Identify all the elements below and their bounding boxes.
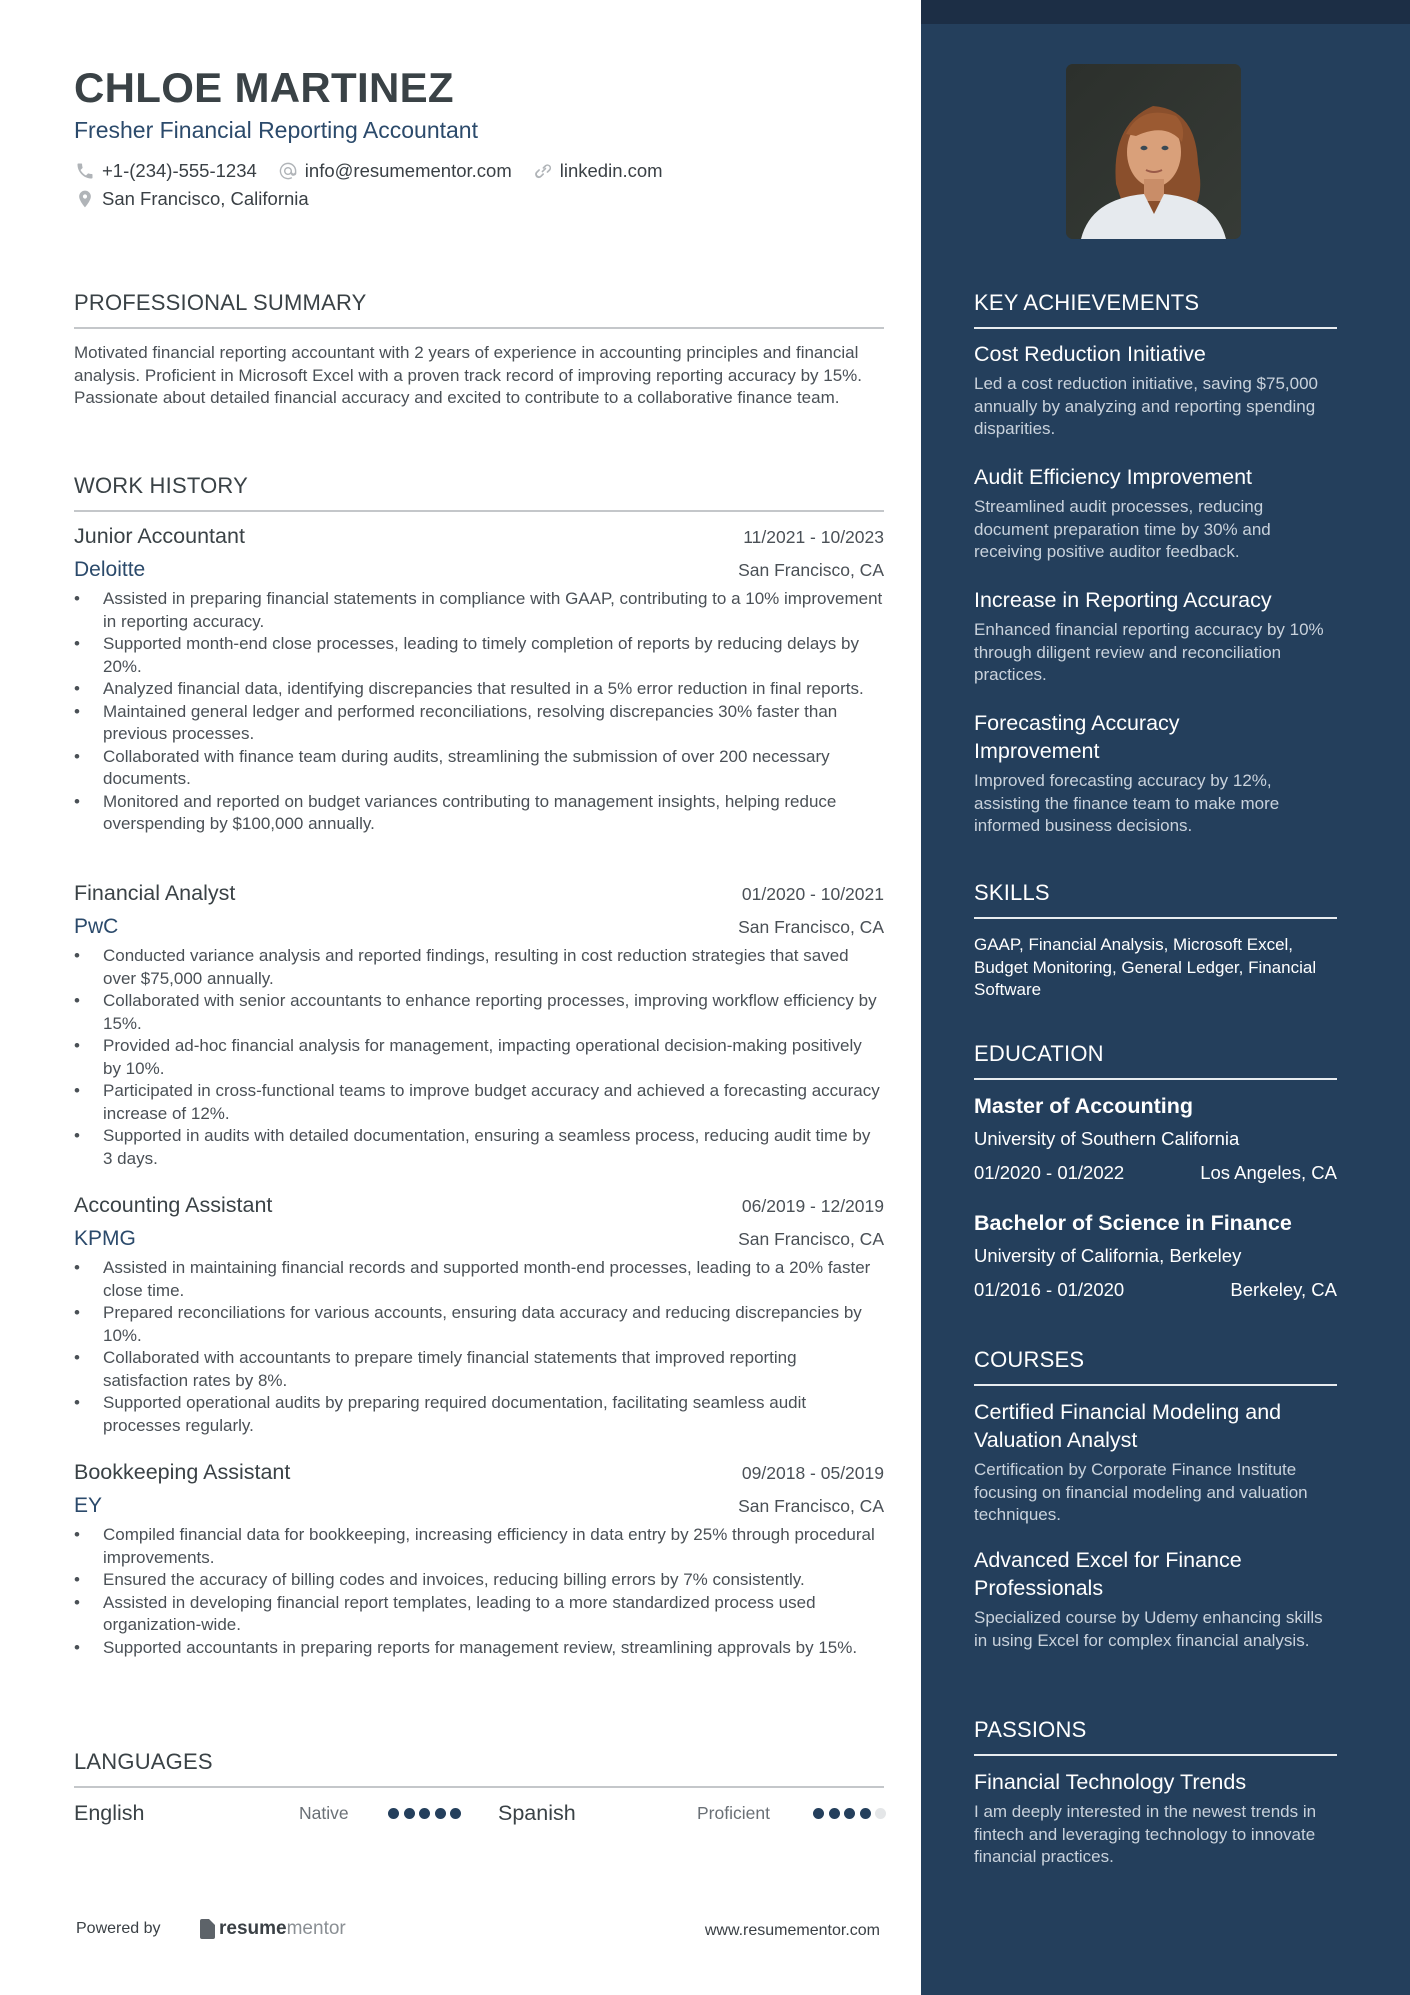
job-bullet: • Collaborated with finance team during audits, streamlining the submission of over 200 necessary documents. [74,746,884,791]
achievement-item [974,340,1337,441]
job-role: Accounting Assistant [74,1193,273,1217]
job-role: Junior Accountant [74,524,245,548]
achievement-title: Audit Efficiency Improvement [974,465,1253,489]
job-bullet: • Participated in cross-functional teams to improve budget accuracy and achieved a forecasting accuracy increase of 12%. [74,1080,884,1125]
job-entry [74,881,884,1170]
logo-text-bold: resume [219,1918,287,1939]
education-dates: 01/2016 - 01/2020 [974,1279,1125,1300]
rating-dot-filled [388,1808,399,1819]
job-bullets [74,1524,884,1659]
candidate-name: CHLOE MARTINEZ [74,64,454,111]
job-location: San Francisco, CA [738,917,884,937]
courses-heading-text: COURSES [974,1347,1085,1372]
sidebar [921,0,1410,1995]
education-school: University of Southern California [974,1128,1240,1149]
passions-heading [974,1717,1337,1743]
job-bullet: • Provided ad-hoc financial analysis for management, impacting operational decision-making positively by 10%. [74,1035,884,1080]
rating-dot-filled [860,1808,871,1819]
job-location: San Francisco, CA [738,560,884,580]
summary-heading-text: PROFESSIONAL SUMMARY [74,290,367,315]
contact-phone[interactable] [74,160,257,182]
rating-dot-filled [419,1808,430,1819]
job-bullet: • Assisted in developing financial report templates, leading to a more standardized process used organization-wide. [74,1592,884,1637]
email-text: info@resumementor.com [304,160,512,181]
job-role: Financial Analyst [74,881,236,905]
courses-heading [974,1347,1337,1373]
portrait-icon [1066,64,1241,239]
section-divider [74,327,884,329]
language-level: Proficient [697,1803,770,1823]
passion-item [974,1768,1337,1869]
course-item [974,1546,1323,1652]
job-dates: 06/2019 - 12/2019 [741,1196,884,1216]
job-entry [74,524,884,836]
job-bullet: • Maintained general ledger and performed reconciliations, resolving discrepancies 30% faster than previous processes. [74,701,884,746]
job-entry [74,1460,884,1659]
course-desc: Specialized course by Udemy enhancing skills in using Excel for complex financial analysis. [974,1608,1323,1650]
language-name: Spanish [498,1800,576,1825]
course-title: Advanced Excel for Finance Professionals [974,1548,1242,1600]
passion-desc: I am deeply interested in the newest trends in fintech and leveraging technology to innovate financial practices. [974,1802,1317,1866]
education-item [974,1211,1337,1301]
course-item [974,1398,1324,1527]
resumementor-logo[interactable] [200,1918,346,1940]
job-company: PwC [74,915,119,938]
section-divider [974,1078,1337,1080]
job-dates: 01/2020 - 10/2021 [741,884,884,904]
powered-by-label: Powered by [76,1920,161,1937]
job-bullet: • Supported in audits with detailed documentation, ensuring a seamless process, reducing audit time by 3 days. [74,1125,884,1170]
rating-dot-filled [404,1808,415,1819]
job-location: San Francisco, CA [738,1496,884,1516]
job-entry [74,1193,884,1437]
skills-heading-text: SKILLS [974,880,1050,905]
rating-dot-filled [435,1808,446,1819]
achievement-title: Increase in Reporting Accuracy [974,588,1272,612]
location-text: San Francisco, California [102,188,309,209]
job-bullets [74,1257,884,1437]
language-item [74,1798,145,1828]
job-bullet: • Monitored and reported on budget variances contributing to management insights, helping reduce overspending by $100,000 annually. [74,791,884,836]
at-icon [277,160,299,182]
contact-location [74,188,309,210]
education-degree: Bachelor of Science in Finance [974,1211,1292,1235]
profile-photo [1066,64,1241,239]
rating-dot-empty [875,1808,886,1819]
footer [74,1918,884,1944]
education-location: Los Angeles, CA [1200,1162,1337,1183]
achievement-item [974,709,1280,838]
education-dates: 01/2020 - 01/2022 [974,1162,1125,1183]
education-heading-text: EDUCATION [974,1041,1104,1066]
course-desc: Certification by Corporate Finance Institute focusing on financial modeling and valuation techniques. [974,1460,1308,1524]
job-bullet: • Collaborated with senior accountants to enhance reporting processes, improving workflow efficiency by 15%. [74,990,884,1035]
language-rating [813,1808,891,1819]
link-icon [532,160,554,182]
achievement-desc: Led a cost reduction initiative, saving $75,000 annually by analyzing and reporting spending disparities. [974,374,1319,438]
education-degree: Master of Accounting [974,1094,1193,1118]
achievement-title: Cost Reduction Initiative [974,342,1206,366]
section-divider [74,1786,884,1788]
rating-dot-filled [450,1808,461,1819]
job-bullets [74,945,884,1170]
section-divider [974,1384,1337,1386]
job-location: San Francisco, CA [738,1229,884,1249]
achievement-desc: Improved forecasting accuracy by 12%, assisting the finance team to make more informed business decisions. [974,771,1280,835]
achievements-heading-text: KEY ACHIEVEMENTS [974,290,1200,315]
summary-text: Motivated financial reporting accountant with 2 years of experience in accounting principles and financial analysis. Proficient in Microsoft Excel with a proven track record of improving reporting accuracy by 15%. Passionate about detailed financial accuracy and excited to contribute to a collaborative finance team. [74,343,862,407]
achievement-item [974,463,1337,564]
section-divider [974,327,1337,329]
achievements-heading [974,290,1337,316]
section-divider [974,917,1337,919]
job-bullet: • Conducted variance analysis and reported findings, resulting in cost reduction strategies that saved over $75,000 annually. [74,945,884,990]
skills-list: GAAP, Financial Analysis, Microsoft Excel, Budget Monitoring, General Ledger, Financial Software [974,935,1317,999]
languages-heading [74,1749,884,1775]
language-level: Native [299,1803,349,1823]
rating-dot-filled [813,1808,824,1819]
passion-title: Financial Technology Trends [974,1770,1247,1794]
job-bullet: • Supported month-end close processes, leading to timely completion of reports by reducing delays by 20%. [74,633,884,678]
languages-row [74,1798,884,1828]
location-pin-icon [74,188,96,210]
phone-text: +1-(234)-555-1234 [102,160,257,181]
job-bullet: • Assisted in preparing financial statements in compliance with GAAP, contributing to a 10% improvement in reporting accuracy. [74,588,884,633]
language-rating [388,1808,466,1819]
job-bullet: • Ensured the accuracy of billing codes and invoices, reducing billing errors by 7% consistently. [74,1569,884,1592]
job-company: Deloitte [74,558,146,581]
education-item [974,1094,1337,1184]
contact-email[interactable] [277,160,512,182]
job-bullet: • Analyzed financial data, identifying discrepancies that resulted in a 5% error reduction in final reports. [74,678,884,701]
job-bullets [74,588,884,836]
work-history-heading [74,473,884,499]
language-name: English [74,1800,145,1825]
achievement-desc: Enhanced financial reporting accuracy by 10% through diligent review and reconciliation practices. [974,620,1324,684]
job-bullet: • Prepared reconciliations for various accounts, ensuring data accuracy and reducing discrepancies by 10%. [74,1302,884,1347]
job-bullet: • Compiled financial data for bookkeeping, increasing efficiency in data entry by 25% through procedural improvements. [74,1524,884,1569]
rating-dot-filled [844,1808,855,1819]
website-link[interactable]: www.resumementor.com [704,1922,880,1939]
course-title: Certified Financial Modeling and Valuation Analyst [974,1400,1282,1452]
education-location: Berkeley, CA [1230,1279,1337,1300]
summary-heading [74,290,884,316]
logo-text-light: mentor [286,1918,346,1939]
skills-heading [974,880,1337,906]
contact-linkedin[interactable] [532,160,663,182]
passions-heading-text: PASSIONS [974,1717,1087,1742]
contact-line [74,188,329,210]
job-dates: 09/2018 - 05/2019 [741,1463,884,1483]
achievement-desc: Streamlined audit processes, reducing document preparation time by 30% and receiving positive auditor feedback. [974,497,1271,561]
language-item [498,1798,576,1828]
job-title: Fresher Financial Reporting Accountant [74,117,478,143]
languages-heading-text: LANGUAGES [74,1749,213,1774]
contact-line [74,160,683,182]
logo-mark-icon [200,1919,215,1939]
job-role: Bookkeeping Assistant [74,1460,291,1484]
section-divider [74,510,884,512]
achievement-item [974,586,1337,687]
education-heading [974,1041,1337,1067]
education-school: University of California, Berkeley [974,1245,1242,1266]
job-company: EY [74,1494,103,1517]
job-bullet: • Supported accountants in preparing reports for management review, streamlining approvals by 15%. [74,1637,884,1660]
achievement-title: Forecasting Accuracy Improvement [974,711,1180,763]
work-history-heading-text: WORK HISTORY [74,473,248,498]
job-company: KPMG [74,1227,136,1250]
linkedin-text: linkedin.com [559,160,663,181]
rating-dot-filled [829,1808,840,1819]
job-bullet: • Supported operational audits by preparing required documentation, facilitating seamless audit processes regularly. [74,1392,884,1437]
section-divider [974,1754,1337,1756]
sidebar-top-band [921,0,1410,24]
phone-icon [74,160,96,182]
job-bullet: • Collaborated with accountants to prepare timely financial statements that improved reporting satisfaction rates by 8%. [74,1347,884,1392]
job-dates: 11/2021 - 10/2023 [743,527,884,547]
job-bullet: • Assisted in maintaining financial records and supported month-end processes, leading to a 20% faster close time. [74,1257,884,1302]
